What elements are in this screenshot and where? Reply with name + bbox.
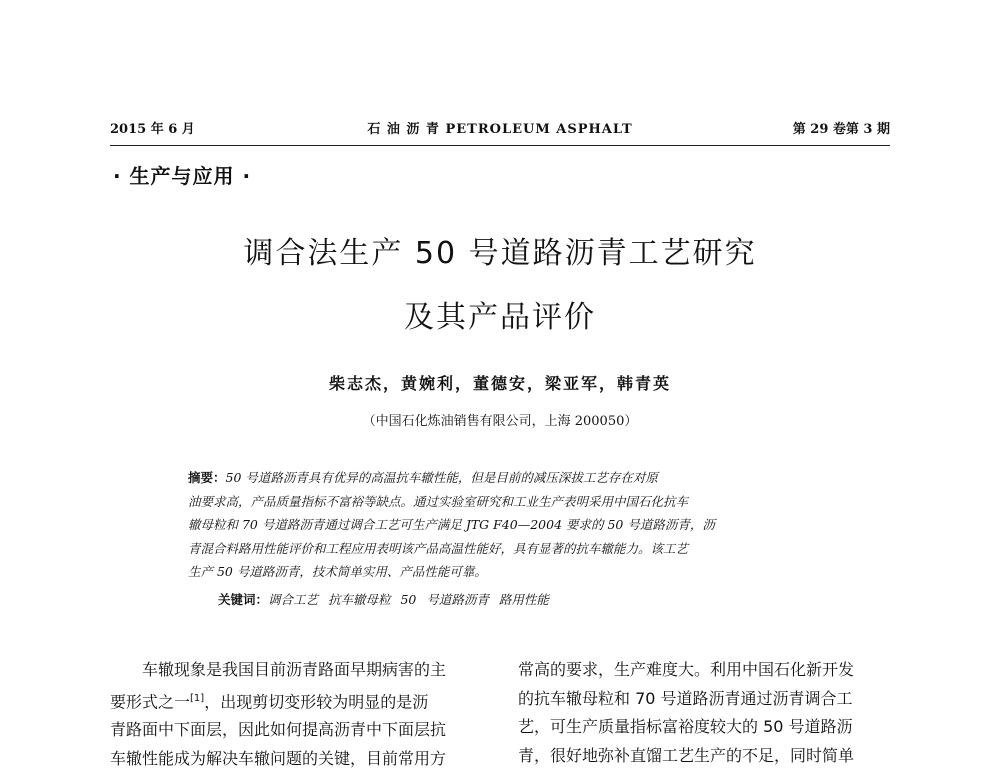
abstract-line: 青混合料路用性能评价和工程应用表明该产品高温性能好，具有显著的抗车辙能力。该工艺 xyxy=(188,540,689,556)
body-line: 艺，可生产质量指标富裕度较大的 50 号道路沥 xyxy=(518,717,853,736)
abstract-line: 生产 50 号道路沥青，技术简单实用、产品性能可靠。 xyxy=(188,564,487,580)
body-line: 车辙性能成为解决车辙问题的关键，目前常用方 xyxy=(110,748,447,768)
issue-date: 2015 年 6 月 xyxy=(110,122,195,137)
body-line: 青路面中下面层，因此如何提高沥青中下面层抗 xyxy=(110,720,447,740)
section-label: · 生产与应用 · xyxy=(113,164,252,188)
paper-title-line-2: 及其产品评价 xyxy=(404,300,596,335)
journal-name: 石 油 沥 青 PETROLEUM ASPHALT xyxy=(367,122,633,137)
abstract xyxy=(188,466,810,584)
affiliation: （中国石化炼油销售有限公司，上海 200050） xyxy=(362,414,638,429)
keywords xyxy=(218,590,810,608)
abstract-line: 辙母粒和 70 号道路沥青通过调合工艺可生产满足 JTG F40—2004 要求的 50 号道路沥青，沥 xyxy=(188,517,715,533)
body-line: 青，很好地弥补直馏工艺生产的不足，同时简单 xyxy=(518,745,855,765)
body-line: 要形式之一[1]，出现剪切变形较为明显的是沥 xyxy=(110,691,429,711)
keywords-label: 关键词： xyxy=(218,592,269,607)
author-list: 柴志杰，黄婉利，董德安，梁亚军，韩青英 xyxy=(328,374,671,393)
body-line: 的抗车辙母粒和 70 号道路沥青通过沥青调合工 xyxy=(518,688,853,708)
abstract-line: 摘要：50 号道路沥青具有优异的高温抗车辙性能，但是目前的减压深拔工艺存在对原 xyxy=(188,470,658,485)
body-column-left xyxy=(110,656,472,773)
body-line: 常高的要求，生产难度大。利用中国石化新开发 xyxy=(518,660,855,679)
volume-issue: 第 29 卷第 3 期 xyxy=(792,122,890,137)
header-rule xyxy=(110,145,890,146)
paper-title-line-1: 调合法生产 50 号道路沥青工艺研究 xyxy=(243,236,757,271)
abstract-label: 摘要： xyxy=(188,470,226,485)
body-column-right xyxy=(518,656,880,770)
abstract-line: 油要求高，产品质量指标不富裕等缺点。通过实验室研究和工业生产表明采用中国石化抗车 xyxy=(188,493,689,509)
keywords-text: 调合工艺 抗车辙母粒 50 号道路沥青 路用性能 xyxy=(268,592,549,607)
citation-ref[interactable]: [1] xyxy=(190,692,205,704)
running-header xyxy=(110,118,890,144)
body-line: 车辙现象是我国目前沥青路面早期病害的主 xyxy=(142,660,447,679)
